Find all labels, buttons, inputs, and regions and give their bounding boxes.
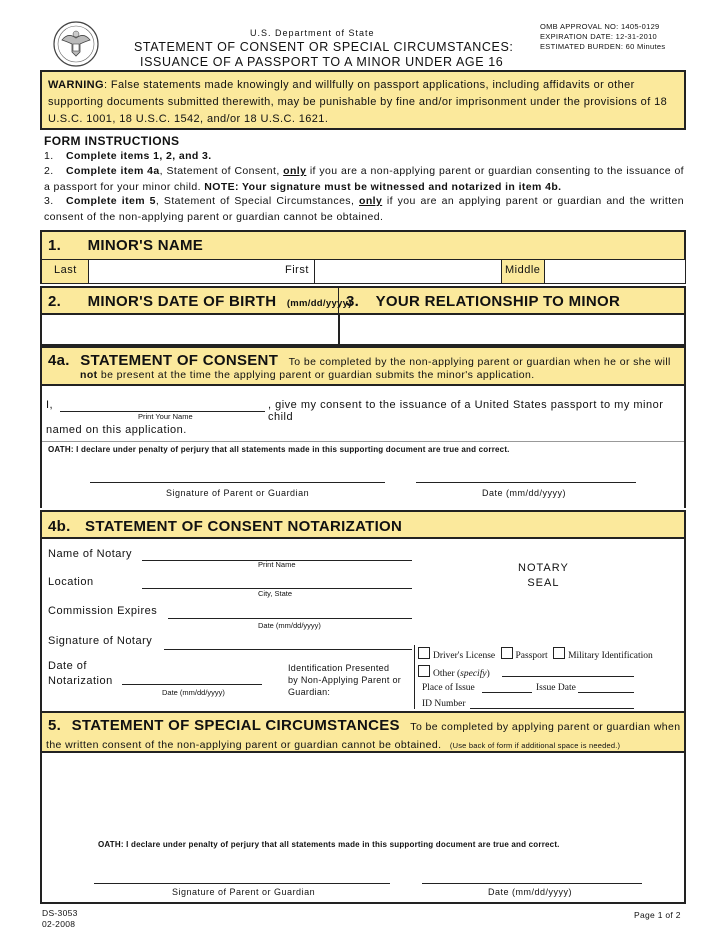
form-title-line1: STATEMENT OF CONSENT OR SPECIAL CIRCUMSTANCES:: [134, 40, 514, 54]
passport-checkbox[interactable]: [501, 647, 513, 659]
drivers-license-label: Driver's License: [433, 651, 496, 661]
relationship-field[interactable]: [340, 315, 684, 344]
parent-signature-label: Signature of Parent or Guardian: [166, 488, 310, 498]
specify-label: specify: [460, 669, 487, 679]
section-5-signature-label: Signature of Parent or Guardian: [172, 887, 316, 897]
notary-signature-field[interactable]: [164, 649, 412, 650]
section-4b-title: STATEMENT OF CONSENT NOTARIZATION: [85, 518, 403, 535]
instruction-1-num: 1.: [44, 150, 54, 162]
instruction-2-num: 2.: [44, 165, 54, 177]
form-number-code: DS-3053: [42, 908, 78, 918]
warning-label: WARNING: [48, 79, 104, 91]
section-4b-body: [40, 539, 686, 711]
section-5-header: [40, 711, 686, 753]
id-number-field[interactable]: [470, 708, 634, 709]
section-1-minors-name: [40, 230, 686, 284]
section-4b-header: [40, 510, 686, 539]
location-label: Location: [48, 576, 94, 588]
notary-print-name-caption: Print Name: [258, 560, 296, 569]
section-3-num: 3.: [346, 293, 360, 310]
section-4a-oath: OATH: I declare under penalty of perjury that all statements made in this supporting document are true and correct.: [48, 445, 510, 454]
minor-name-row: [42, 259, 684, 283]
instruction-2: [44, 164, 684, 195]
instruction-3-c: if you are an applying parent or guardian and the written consent of the non-applying parent or guardian cannot be obtained.: [44, 195, 684, 223]
instruction-3-b: , Statement of Special Circumstances,: [155, 195, 359, 207]
form-title-line2: ISSUANCE OF A PASSPORT TO A MINOR UNDER AGE 16: [140, 55, 504, 69]
commission-expires-field[interactable]: [168, 618, 412, 619]
instruction-2-c: if you are a non-applying parent or guardian consenting to the issuance of a passport for your minor child.: [44, 165, 685, 193]
other-close: ): [486, 669, 490, 679]
section-4a-desc2: be present at the time the applying parent or guardian submits the minor's application.: [97, 369, 535, 381]
middle-name-field[interactable]: [544, 260, 685, 283]
section-5-desc-line2: [46, 735, 620, 753]
notary-seal-label-2: SEAL: [527, 577, 560, 589]
first-name-field[interactable]: [314, 260, 502, 283]
section-5-desc2: the written consent of the non-applying parent or guardian cannot be obtained.: [46, 739, 442, 751]
parent-signature-date-field[interactable]: [416, 482, 636, 483]
name-of-notary-label: Name of Notary: [48, 548, 133, 560]
great-seal-icon: [52, 20, 100, 68]
instruction-3-num: 3.: [44, 195, 54, 207]
section-1-header: [48, 237, 203, 254]
section-4a-title-line: [48, 352, 682, 370]
notarization-date-caption: Date (mm/dd/yyyy): [162, 688, 225, 697]
section-2-3: [40, 286, 686, 346]
section-4b-num: 4b.: [48, 518, 71, 535]
warning-body: : False statements made knowingly and willfully on passport applications, including affidavits or other supporting documents submitted therewith, may be punishable by fine and/or imprisonment under the provisions of 18 U.S.C. 1001, 18 U.S.C. 1542, and/or 18 U.S.C. 1621.: [48, 79, 668, 125]
print-your-name-caption: Print Your Name: [138, 412, 193, 421]
other-id-checkbox[interactable]: [418, 665, 430, 677]
form-instructions-heading: FORM INSTRUCTIONS: [44, 134, 180, 148]
parent-signature-field[interactable]: [90, 482, 385, 483]
page-number: Page 1 of 2: [634, 910, 681, 920]
notary-seal-area: [518, 561, 569, 591]
date-of-birth-field[interactable]: [42, 315, 338, 344]
warning-text: [48, 77, 678, 128]
section-5-num: 5.: [48, 717, 62, 734]
section-4a-desc1: To be completed by the non-applying parent or guardian when he or she will: [288, 356, 671, 368]
section-1-num: 1.: [48, 237, 62, 254]
estimated-burden: ESTIMATED BURDEN: 60 Minutes: [540, 42, 666, 51]
issue-date-field[interactable]: [578, 692, 634, 693]
expiration-date: EXPIRATION DATE: 12-31-2010: [540, 32, 658, 41]
other-id-field[interactable]: [502, 676, 634, 677]
section-5-date-field[interactable]: [422, 883, 642, 884]
section-2-title: MINOR'S DATE OF BIRTH: [87, 293, 277, 310]
id-presented-line1: Identification Presented: [288, 663, 390, 673]
id-presented-line2: by Non-Applying Parent or: [288, 675, 402, 685]
parent-signature-date-label: Date (mm/dd/yyyy): [482, 488, 567, 498]
instruction-1: [44, 149, 684, 164]
instruction-3: [44, 194, 684, 225]
last-name-label: Last: [54, 264, 77, 276]
section-4a-header: [40, 346, 686, 386]
instruction-1-text: Complete items 1, 2, and 3.: [66, 150, 212, 162]
section-5-title-line: [48, 717, 682, 735]
instruction-2-note: NOTE: Your signature must be witnessed and notarized in item 4b.: [204, 180, 562, 193]
section-4b-title-line: [48, 518, 402, 535]
form-number-date: 02-2008: [42, 919, 76, 929]
city-state-caption: City, State: [258, 589, 293, 598]
passport-label: Passport: [515, 651, 548, 661]
instruction-2-a: Complete item 4a: [66, 165, 160, 177]
section-5-desc1: To be completed by applying parent or guardian when: [410, 721, 681, 733]
section-3-title: YOUR RELATIONSHIP TO MINOR: [375, 293, 621, 310]
special-circumstances-field[interactable]: [42, 753, 684, 831]
section-4a-desc-line2: [80, 369, 535, 381]
section-4a-title: STATEMENT OF CONSENT: [80, 352, 279, 369]
notary-seal-label-1: NOTARY: [518, 562, 569, 574]
consent-i-label: I,: [46, 399, 54, 411]
divider: [42, 441, 684, 442]
section-2-3-header-row: [42, 288, 684, 315]
section-5-date-label: Date (mm/dd/yyyy): [488, 887, 573, 897]
military-id-label: Military Identification: [568, 651, 653, 661]
military-id-checkbox[interactable]: [553, 647, 565, 659]
signature-of-notary-label: Signature of Notary: [48, 635, 153, 647]
instruction-2-b: , Statement of Consent,: [159, 165, 284, 177]
named-on-application: named on this application.: [46, 424, 187, 436]
commission-expires-label: Commission Expires: [48, 605, 158, 617]
section-3-header: [346, 293, 620, 310]
commission-date-caption: Date (mm/dd/yyyy): [258, 621, 321, 630]
notarization-date-field[interactable]: [122, 684, 262, 685]
other-id-label: Other (: [433, 669, 461, 679]
id-number-label: ID Number: [422, 699, 466, 709]
notarization-label: Notarization: [48, 675, 113, 687]
form-number: [42, 908, 78, 930]
drivers-license-checkbox[interactable]: [418, 647, 430, 659]
section-2-header: [48, 293, 352, 310]
middle-name-label: Middle: [505, 264, 541, 276]
section-5-title: STATEMENT OF SPECIAL CIRCUMSTANCES: [71, 717, 400, 734]
section-5-body: [40, 753, 686, 904]
id-type-row: [418, 647, 653, 661]
place-of-issue-label: Place of Issue: [422, 683, 475, 693]
consent-statement: , give my consent to the issuance of a United States passport to my minor child: [268, 399, 664, 423]
place-of-issue-field[interactable]: [482, 692, 532, 693]
instruction-3-a: Complete item 5: [66, 195, 156, 207]
section-5-signature-field[interactable]: [94, 883, 390, 884]
section-4a-not: not: [80, 369, 98, 381]
id-divider: [414, 645, 415, 709]
department-name: U.S. Department of State: [250, 28, 375, 38]
section-4a-body: [40, 386, 686, 508]
section-5-note: (Use back of form if additional space is needed.): [449, 741, 621, 750]
instruction-3-only: only: [359, 195, 383, 207]
date-of-label: Date of: [48, 660, 87, 672]
omb-approval: OMB APPROVAL NO: 1405-0129: [540, 22, 660, 31]
other-id-row: [418, 665, 490, 679]
section-5-oath: OATH: I declare under penalty of perjury that all statements made in this supporting document are true and correct.: [98, 840, 560, 849]
instruction-2-only: only: [283, 165, 307, 177]
id-presented-label: [288, 662, 401, 698]
warning-box: [40, 70, 686, 130]
id-presented-line3: Guardian:: [288, 687, 331, 697]
section-2-num: 2.: [48, 293, 62, 310]
first-name-label: First: [285, 264, 309, 276]
section-2-format: (mm/dd/yyyy): [286, 298, 352, 309]
section-4a-num: 4a.: [48, 352, 70, 369]
issue-date-label: Issue Date: [536, 683, 576, 693]
section-1-title: MINOR'S NAME: [87, 237, 204, 254]
